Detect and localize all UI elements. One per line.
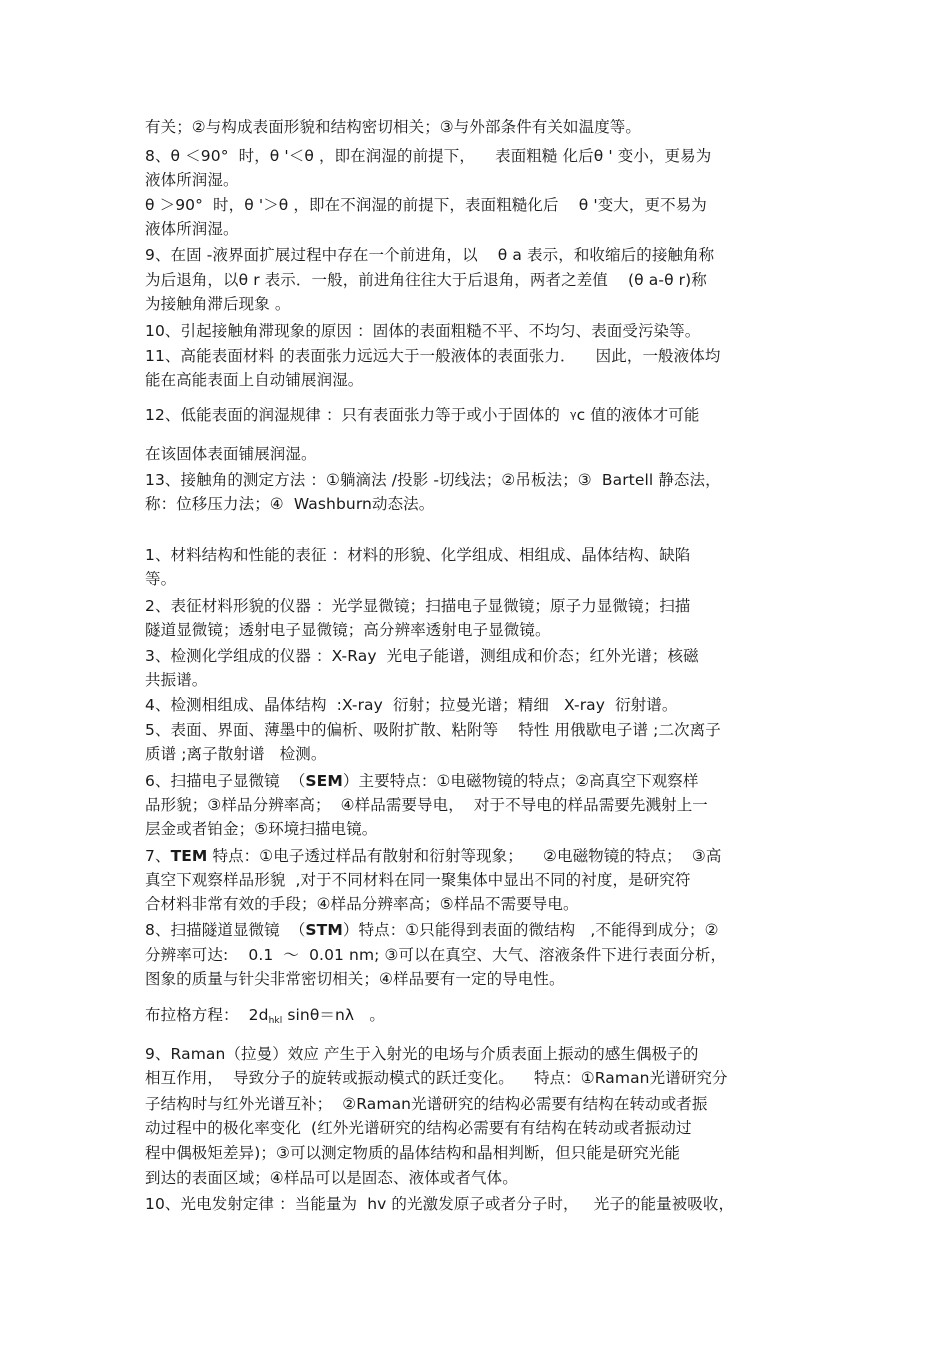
text-line-sem xyxy=(145,771,699,791)
text-line-stm xyxy=(145,920,719,940)
bragg-equation xyxy=(145,1005,385,1031)
text-line: 分辨率可达: 0.1 ～ 0.01 nm; ③可以在真空、大气、溶液条件下进行表面分析， xyxy=(145,946,727,964)
text-segment: 6、扫描电子显微镜 （ xyxy=(145,772,306,790)
text-line: 2、表征材料形貌的仪器 ：光学显微镜；扫描电子显微镜；原子力显微镜；扫描 xyxy=(145,597,691,615)
text-line: 在该固体表面铺展润湿。 xyxy=(145,445,317,463)
text-line: 9、在固 -液界面扩展过程中存在一个前进角，以 θ a 表示，和收缩后的接触角称 xyxy=(145,246,715,264)
equation-subscript: hkl xyxy=(268,1016,283,1026)
text-line-12 xyxy=(145,405,699,425)
text-line: 隧道显微镜；透射电子显微镜；高分辨率透射电子显微镜。 xyxy=(145,621,551,639)
text-line: 10、光电发射定律 ：当能量为 hv 的光激发原子或者分子时， 光子的能量被吸收， xyxy=(145,1195,735,1213)
term-tem: TEM xyxy=(170,847,208,865)
term-sem: SEM xyxy=(305,772,343,790)
text-line: 共振谱。 xyxy=(145,671,208,689)
text-line: 程中偶极矩差异)；③可以测定物质的晶体结构和晶相判断，但只能是研究光能 xyxy=(145,1144,680,1162)
text-line: 子结构时与红外光谱互补； ②Raman光谱研究的结构必需要有结构在转动或者振 xyxy=(145,1095,708,1113)
text-line: 3、检测化学组成的仪器 ：X-Ray 光电子能谱，测组成和价态；红外光谱；核磁 xyxy=(145,647,699,665)
text-segment: 特点：①电子透过样品有散射和衍射等现象； ②电磁物镜的特点； ③高 xyxy=(207,847,722,865)
text-line: 8、θ ＜90° 时，θ '＜θ ，即在润湿的前提下， 表面粗糙 化后θ ' 变小，更易为 xyxy=(145,147,712,165)
text-line: 真空下观察样品形貌 ,对于不同材料在同一聚集体中显出不同的衬度，是研究符 xyxy=(145,871,691,889)
text-segment: ）主要特点：①电磁物镜的特点；②高真空下观察样 xyxy=(342,772,699,790)
bragg-label: 布拉格方程： xyxy=(145,1006,239,1024)
text-line: 能在高能表面上自动铺展润湿。 xyxy=(145,371,364,389)
text-line: 4、检测相组成、晶体结构 :X-ray 衍射；拉曼光谱；精细 X-ray 衍射谱。 xyxy=(145,696,678,714)
equation-part: sinθ＝nλ xyxy=(282,1006,355,1024)
text-line: 层金或者铂金；⑤环境扫描电镜。 xyxy=(145,820,378,838)
text-segment: c 值的液体才可能 xyxy=(576,406,700,424)
text-line: 有关；②与构成表面形貌和结构密切相关；③与外部条件有关如温度等。 xyxy=(145,118,641,136)
text-line-tem xyxy=(145,846,721,866)
text-line: 1、材料结构和性能的表征 ：材料的形貌、化学组成、相组成、晶体结构、缺陷 xyxy=(145,546,691,564)
text-segment: 8、扫描隧道显微镜 （ xyxy=(145,921,306,939)
text-line: 图象的质量与针尖非常密切相关；④样品要有一定的导电性。 xyxy=(145,970,565,988)
text-line: 品形貌；③样品分辨率高； ④样品需要导电， 对于不导电的样品需要先溅射上一 xyxy=(145,796,708,814)
text-line: 13、接触角的测定方法 ：①躺滴法 /投影 -切线法；②吊板法；③ Bartell 静态法， xyxy=(145,471,721,489)
equation-end: 。 xyxy=(369,1006,385,1024)
text-line: 11、高能表面材料 的表面张力远远大于一般液体的表面张力． 因此，一般液体均 xyxy=(145,347,721,365)
text-line: 动过程中的极化率变化 (红外光谱研究的结构必需要有有结构在转动或者振动过 xyxy=(145,1119,692,1137)
equation-part: 2d xyxy=(248,1006,269,1024)
gamma-symbol: γ xyxy=(569,408,577,421)
text-segment: 12、低能表面的润湿规律 ：只有表面张力等于或小于固体的 xyxy=(145,406,560,424)
text-segment: 7、 xyxy=(145,847,171,865)
text-line: 合材料非常有效的手段；④样品分辨率高；⑤样品不需要导电。 xyxy=(145,895,579,913)
text-line: 等。 xyxy=(145,570,177,588)
text-line: 为接触角滞后现象 。 xyxy=(145,295,291,313)
text-line: 10、引起接触角滞现象的原因 ：固体的表面粗糙不平、不均匀、表面受污染等。 xyxy=(145,322,701,340)
text-line: 相互作用， 导致分子的旋转或振动模式的跃迁变化。 特点：①Raman光谱研究分 xyxy=(145,1069,728,1087)
text-line: 液体所润湿。 xyxy=(145,220,239,238)
text-line: 称：位移压力法；④ Washburn动态法。 xyxy=(145,495,435,513)
text-line: 到达的表面区域；④样品可以是固态、液体或者气体。 xyxy=(145,1169,518,1187)
text-line: 液体所润湿。 xyxy=(145,171,239,189)
text-line: θ ＞90° 时，θ '＞θ ，即在不润湿的前提下，表面粗糙化后 θ '变大，更不易为 xyxy=(145,196,707,214)
text-line: 为后退角，以θ r 表示．一般，前进角往往大于后退角，两者之差值 (θ a-θ r)称 xyxy=(145,271,707,289)
text-line: 9、Raman（拉曼）效应 产生于入射光的电场与介质表面上振动的感生偶极子的 xyxy=(145,1045,699,1063)
term-stm: STM xyxy=(305,921,343,939)
text-line: 5、表面、界面、薄墨中的偏析、吸附扩散、粘附等 特性 用俄歇电子谱 ;二次离子 xyxy=(145,721,721,739)
text-line: 质谱 ;离子散射谱 检测。 xyxy=(145,745,327,763)
text-segment: ）特点：①只能得到表面的微结构 ,不能得到成分；② xyxy=(342,921,719,939)
